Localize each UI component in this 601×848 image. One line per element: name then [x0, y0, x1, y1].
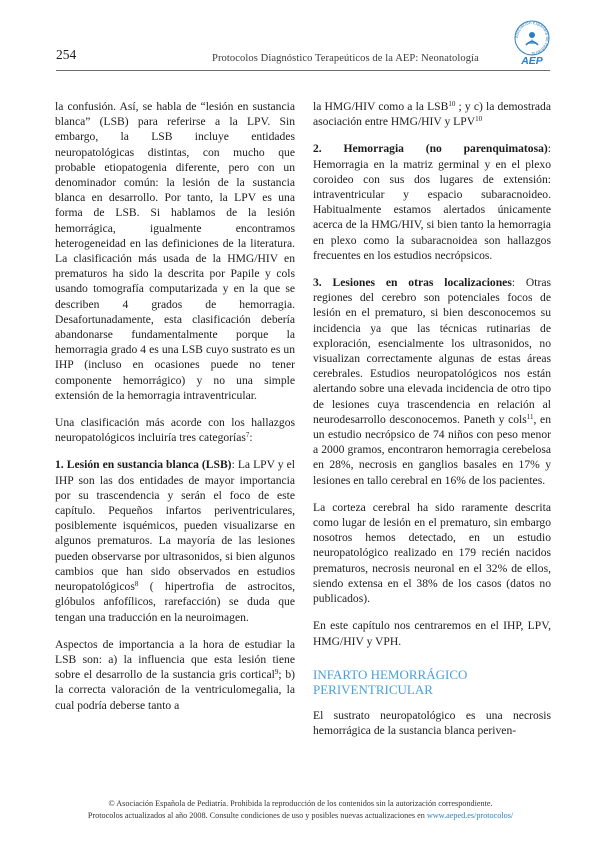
- header-rule: [56, 70, 550, 71]
- logo-ring-text: Asociación Española de Pediatría: [513, 19, 551, 57]
- paragraph: 1. Lesión en sustancia blanca (LSB): La LPV y el IHP son las dos entidades de mayor importancia por su trascendencia y serán el foco de este capítulo. Pequeños infartos periventriculares, posiblemente isquémicos, pueden visualizarse en algunos prematuros. La mayoría de las lesiones pueden observarse por ultrasonidos, si bien algunos cambios que han sido observados en estudios neuropatológicos$^8$ ( hipertrofia de astrocitos, glóbulos anfofílicos, rarefacción) se duda que tengan una traducción en la neuroimagen.: [55, 458, 296, 624]
- page-number: 254: [56, 47, 77, 62]
- paragraph: Aspectos de importancia a la hora de estudiar la LSB son: a) la influencia que esta lesión tiene sobre el desarrollo de la sustancia gris cortical$^9$; b) la correcta valoración de la ventriculomegalia, la cual podría deberse tanto a: [55, 637, 295, 712]
- paragraph: Una clasificación más acorde con los hallazgos neuropatológicos incluiría tres categorías$^7$:: [55, 416, 295, 445]
- aep-logo: [512, 18, 552, 72]
- aep-emblem-icon: [512, 18, 552, 58]
- running-header: Protocolos Diagnóstico Terapeúticos de la AEP: Neonatología: [212, 53, 479, 64]
- paragraph: la confusión. Así, se habla de “lesión en sustancia blanca” (LSB) para referirse a la LPV. Sin embargo, la LSB incluye entidades neuropatológicas distintas, con mucho que probable etiopatogenia diferente, pero con un denominador común: la lesión de la sustancia blanca en desarrollo. Por tanto, la LPV es una forma de LSB. Si hablamos de la lesión hemorrágica, igualmente encontramos heterogeneidad en las definiciones de la literatura. La clasificación más usada de la HMG/HIV en prematuros ha sido la descrita por Papile y cols usando tomografía computarizada y en la que se describen 4 grados de hemorragia. Desafortunadamente, esta clasificación debería abandonarse fundamentalmente porque la hemorragia grado 4 es una LSB cuyo sustrato es un IHP (incluso en ocasiones puede no tener componente hemorrágico) y no una simple extensión de la hemorragia intraventricular.: [55, 100, 295, 402]
- paragraph: 2. Hemorragia (no parenquimatosa): Hemorragia en la matriz germinal y en el plexo coroideo con sus dos lugares de extensión: intraventricular y espacio subaracnoideo. Habitualmente estamos alertados únicamente acerca de la HMG/HIV, si bien tanto la hemorragia en plexo como la subaracnoidea son hallazgos frecuentes en los estudios necrópsicos.: [313, 142, 551, 262]
- paragraph: la HMG/HIV como a la LSB$^{10}$ ; y c) la demostrada asociación entre HMG/HIV y LPV$^{10}$: [313, 100, 551, 129]
- footer: [40, 798, 561, 822]
- update-notice: Protocolos actualizados al año 2008. Consulte condiciones de uso y posibles nuevas actualizaciones en www.aeped.es/protocolos/: [87, 811, 514, 820]
- protocols-link[interactable]: www.aeped.es/protocolos/: [426, 811, 514, 820]
- right-column: [313, 99, 551, 750]
- paragraph: El sustrato neuropatológico es una necrosis hemorrágica de la sustancia blanca periven-: [313, 708, 551, 737]
- left-column: [55, 99, 295, 725]
- copyright-notice: © Asociación Española de Pediatría. Prohibida la reproducción de los contenidos sin la autorización correspondiente.: [108, 799, 493, 808]
- paragraph: 3. Lesiones en otras localizaciones: Otras regiones del cerebro son potenciales focos de lesión en el prematuro, si bien desconocemos su incidencia ya que las técnicas rutinarias de exploración, esencialmente los ultrasonidos, no visualizan correctamente algunas de estas áreas cerebrales. Estudios neuropatológicos nos están alertando sobre una elevada incidencia de otro tipo de lesiones cuya trascendencia en relación al neurodesarrollo desconocemos. Paneth y cols$^{11}$, en un estudio necrópsico de 74 niños con peso menor a 2000 gramos, encontraron hemorragia cerebelosa en 28%, necrosis en ganglios basales en 17% y lesiones en tallo cerebral en 16% de los pacientes.: [313, 276, 552, 487]
- section-heading: INFARTO HEMORRÁGICO PERIVENTRICULAR: [313, 666, 468, 698]
- paragraph: En este capítulo nos centraremos en el IHP, LPV, HMG/HIV y VPH.: [313, 619, 551, 648]
- logo-text: AEP: [521, 55, 543, 67]
- paragraph: La corteza cerebral ha sido raramente descrita como lugar de lesión en el prematuro, sin embargo nosotros hemos detectado, en un estudio neuropatológico realizado en 179 recién nacidos prematuros, necrosis neuronal en el 32% de ellos, siendo extensa en el 38% de los casos (datos no publicados).: [313, 500, 551, 606]
